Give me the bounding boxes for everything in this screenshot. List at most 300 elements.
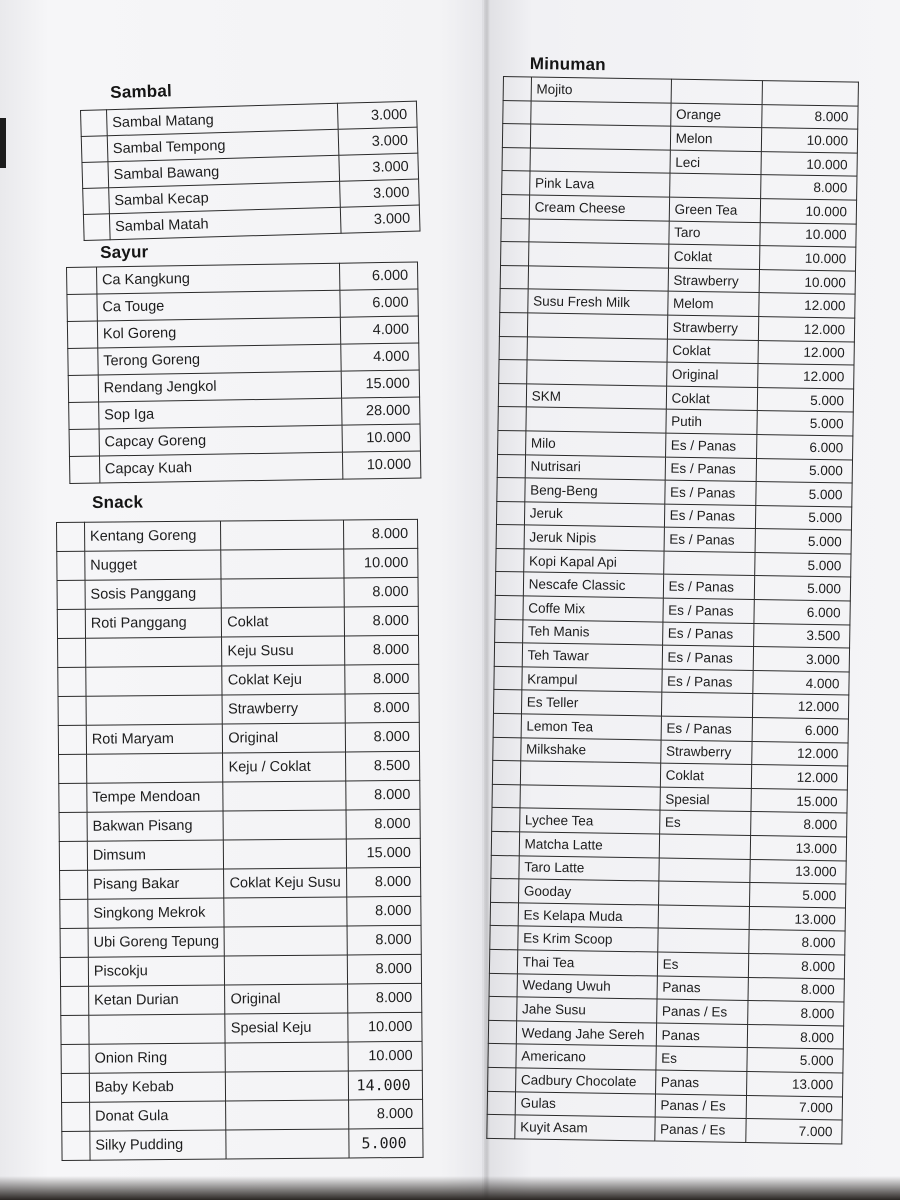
- item-variant: Panas / Es: [654, 1117, 746, 1142]
- item-price: 8.000: [344, 519, 418, 549]
- menu-row: [59, 780, 420, 812]
- item-variant: Melon: [670, 126, 762, 151]
- item-price: 3.000: [338, 127, 418, 155]
- menu-row: [58, 693, 419, 725]
- menu-row: [487, 1115, 842, 1144]
- snack-table: [56, 519, 424, 1161]
- item-price: 7.000: [746, 1119, 842, 1144]
- item-name: Susu Fresh Milk: [527, 289, 667, 315]
- item-price: 8.000: [761, 175, 857, 200]
- item-name: Gooday: [518, 879, 658, 905]
- item-name: [527, 313, 667, 339]
- row-number-cell: [499, 360, 527, 384]
- row-number-cell: [500, 265, 528, 289]
- row-number-cell: [491, 879, 519, 903]
- menu-row: [60, 954, 421, 986]
- row-number-cell: [57, 609, 85, 638]
- item-name: Onion Ring: [89, 1043, 226, 1073]
- item-variant: Panas: [655, 1070, 747, 1095]
- item-name: Rendang Jengkol: [98, 371, 342, 402]
- row-number-cell: [490, 902, 518, 926]
- item-name: Cream Cheese: [529, 195, 669, 221]
- item-name: Pink Lava: [529, 171, 669, 197]
- item-variant: Es / Panas: [665, 433, 757, 458]
- menu-row: [61, 1041, 422, 1073]
- item-name: Milo: [525, 431, 665, 457]
- item-price: 8.000: [749, 953, 845, 978]
- menu-row: [59, 838, 420, 870]
- row-number-cell: [67, 321, 97, 348]
- item-variant: [658, 905, 750, 930]
- item-variant: Es / Panas: [665, 457, 757, 482]
- item-variant: [223, 781, 346, 811]
- item-name: Gulas: [515, 1091, 655, 1117]
- item-price: 8.000: [349, 1099, 423, 1129]
- item-price: 8.000: [748, 1001, 844, 1026]
- row-number-cell: [494, 666, 522, 690]
- item-variant: [224, 839, 347, 869]
- row-number-cell: [501, 242, 529, 266]
- row-number-cell: [493, 737, 521, 761]
- item-name: Jahe Susu: [516, 997, 656, 1023]
- item-name: Baby Kebab: [89, 1072, 226, 1102]
- item-price: 12.000: [758, 340, 854, 365]
- item-variant: Original: [223, 723, 346, 753]
- item-variant: Leci: [670, 150, 762, 175]
- item-variant: Strawberry: [668, 268, 760, 293]
- item-variant: [226, 1100, 349, 1130]
- item-variant: Strawberry: [667, 315, 759, 340]
- item-price: 5.000: [755, 552, 851, 577]
- row-number-cell: [501, 194, 529, 218]
- item-variant: Panas / Es: [655, 1094, 747, 1119]
- item-name: Bakwan Pisang: [87, 811, 224, 841]
- row-number-cell: [62, 1102, 90, 1131]
- row-number-cell: [493, 690, 521, 714]
- item-price: 5.000: [756, 482, 852, 507]
- item-price: 8.000: [751, 812, 847, 837]
- row-number-cell: [60, 957, 88, 986]
- item-name: [529, 218, 669, 244]
- menu-row: [61, 1070, 422, 1102]
- row-number-cell: [60, 928, 88, 957]
- item-price: 10.000: [343, 451, 421, 479]
- menu-row: [61, 1012, 422, 1044]
- item-name: Kentang Goreng: [84, 521, 221, 551]
- item-variant: Coklat: [666, 386, 758, 411]
- row-number-cell: [496, 525, 524, 549]
- item-variant: [658, 858, 750, 883]
- item-variant: Coklat: [660, 763, 752, 788]
- item-price: 8.500: [346, 751, 420, 781]
- item-price: 5.000: [758, 387, 854, 412]
- item-name: Coffe Mix: [523, 596, 663, 622]
- item-variant: [221, 549, 344, 579]
- item-name: [528, 242, 668, 268]
- item-variant: Melom: [667, 291, 759, 316]
- item-name: Singkong Mekrok: [88, 898, 225, 928]
- item-name: Ca Touge: [97, 290, 341, 321]
- menu-row: [57, 606, 418, 638]
- item-price: 8.000: [748, 977, 844, 1002]
- item-price: 8.000: [762, 104, 858, 129]
- item-price: 10.000: [342, 424, 420, 452]
- item-name: Kol Goreng: [97, 317, 341, 348]
- row-number-cell: [493, 713, 521, 737]
- item-name: Milkshake: [520, 737, 660, 763]
- item-variant: [223, 810, 346, 840]
- item-price: 12.000: [752, 765, 848, 790]
- item-price: 3.500: [754, 623, 850, 648]
- item-variant: Original: [225, 984, 348, 1014]
- row-number-cell: [60, 870, 88, 899]
- item-name: Ketan Durian: [88, 985, 225, 1015]
- menu-row: [57, 577, 418, 609]
- item-price: 13.000: [750, 906, 846, 931]
- item-price: 10.000: [348, 1012, 422, 1042]
- item-name: Piscokju: [88, 956, 225, 986]
- row-number-cell: [492, 808, 520, 832]
- item-price: 8.000: [346, 722, 420, 752]
- item-name: Kuyit Asam: [514, 1115, 654, 1141]
- item-price: 10.000: [761, 151, 857, 176]
- item-price: 8.000: [347, 925, 421, 955]
- item-name: Matcha Latte: [519, 832, 659, 858]
- item-price: 12.000: [753, 694, 849, 719]
- item-name: Es Teller: [521, 690, 661, 716]
- row-number-cell: [489, 949, 517, 973]
- item-name: Pisang Bakar: [87, 869, 224, 899]
- row-number-cell: [81, 110, 108, 137]
- item-price: 7.000: [747, 1095, 843, 1120]
- item-variant: [663, 551, 755, 576]
- row-number-cell: [61, 986, 89, 1015]
- item-name: Lychee Tea: [519, 808, 659, 834]
- item-name: Nugget: [85, 550, 222, 580]
- item-variant: Es: [656, 1046, 748, 1071]
- row-number-cell: [68, 375, 98, 402]
- item-name: Cadbury Chocolate: [515, 1068, 655, 1094]
- item-price: 13.000: [751, 835, 847, 860]
- item-name: Kopi Kapal Api: [523, 549, 663, 575]
- row-number-cell: [503, 100, 531, 124]
- item-price: 8.000: [348, 983, 422, 1013]
- row-number-cell: [495, 572, 523, 596]
- item-price: 10.000: [760, 246, 856, 271]
- item-name: Es Krim Scoop: [517, 926, 657, 952]
- item-variant: Coklat: [668, 244, 760, 269]
- row-number-cell: [491, 855, 519, 879]
- item-name: Jeruk Nipis: [524, 525, 664, 551]
- item-variant: Taro: [668, 221, 760, 246]
- row-number-cell: [494, 643, 522, 667]
- item-variant: [221, 578, 344, 608]
- row-number-cell: [67, 294, 97, 321]
- item-price: 8.000: [347, 867, 421, 897]
- row-number-cell: [496, 501, 524, 525]
- item-price: 8.000: [345, 664, 419, 694]
- item-variant: [225, 1042, 348, 1072]
- item-name: Terong Goreng: [98, 344, 342, 375]
- row-number-cell: [57, 551, 85, 580]
- item-variant: Green Tea: [669, 197, 761, 222]
- row-number-cell: [499, 312, 527, 336]
- row-number-cell: [487, 1115, 515, 1139]
- item-variant: Coklat Keju Susu: [224, 868, 347, 898]
- item-name: [530, 101, 670, 127]
- item-price: 8.000: [345, 635, 419, 665]
- item-price: 10.000: [760, 222, 856, 247]
- row-number-cell: [488, 1067, 516, 1091]
- menu-row: [59, 809, 420, 841]
- menu-row: [58, 635, 419, 667]
- menu-row: [69, 451, 420, 484]
- menu-row: [62, 1099, 423, 1131]
- row-number-cell: [492, 761, 520, 785]
- row-number-cell: [495, 596, 523, 620]
- item-name: [86, 666, 223, 696]
- row-number-cell: [59, 841, 87, 870]
- item-price: 10.000: [762, 128, 858, 153]
- item-variant: Strawberry: [222, 694, 345, 724]
- item-variant: [225, 955, 348, 985]
- item-price: 5.000: [757, 411, 853, 436]
- section-title-sayur: Sayur: [100, 242, 149, 262]
- item-variant: [224, 897, 347, 927]
- item-price: 3.000: [338, 101, 418, 129]
- item-name: [527, 336, 667, 362]
- item-name: Sambal Matang: [106, 103, 338, 135]
- row-number-cell: [496, 548, 524, 572]
- row-number-cell: [69, 456, 99, 483]
- item-variant: Spesial: [660, 787, 752, 812]
- item-variant: Es / Panas: [662, 622, 754, 647]
- item-variant: Keju / Coklat: [223, 752, 346, 782]
- row-number-cell: [62, 1131, 90, 1160]
- section-title-minuman: Minuman: [529, 54, 607, 75]
- item-name: [86, 695, 223, 725]
- item-price: 13.000: [750, 859, 846, 884]
- row-number-cell: [503, 77, 531, 101]
- item-name: Lemon Tea: [521, 714, 661, 740]
- section-title-sambal: Sambal: [110, 81, 173, 102]
- item-name: Jeruk: [524, 502, 664, 528]
- row-number-cell: [59, 754, 87, 783]
- row-number-cell: [497, 454, 525, 478]
- item-price: 6.000: [754, 600, 850, 625]
- minuman-table: [486, 76, 859, 1144]
- item-price: 10.000: [761, 199, 857, 224]
- item-price: 5.000: [756, 505, 852, 530]
- menu-row: [61, 983, 422, 1015]
- row-number-cell: [501, 218, 529, 242]
- item-name: [520, 761, 660, 787]
- sambal-table: [80, 101, 421, 241]
- item-price: 5.000: [757, 458, 853, 483]
- item-variant: Putih: [666, 409, 758, 434]
- item-name: Roti Maryam: [86, 724, 223, 754]
- item-variant: Es / Panas: [661, 716, 753, 741]
- item-name: [528, 266, 668, 292]
- item-name: Sambal Bawang: [108, 155, 340, 187]
- row-number-cell: [60, 899, 88, 928]
- item-price: 6.000: [753, 718, 849, 743]
- item-name: Beng-Beng: [525, 478, 665, 504]
- menu-row: [58, 664, 419, 696]
- row-number-cell: [497, 478, 525, 502]
- item-name: Americano: [516, 1044, 656, 1070]
- item-variant: Orange: [670, 103, 762, 128]
- item-variant: [657, 928, 749, 953]
- item-name: Ca Kangkung: [96, 263, 340, 294]
- item-name: Donat Gula: [89, 1101, 226, 1131]
- item-price: 8.000: [348, 954, 422, 984]
- item-name: [85, 637, 222, 667]
- item-variant: Panas / Es: [656, 999, 748, 1024]
- item-price: 12.000: [758, 364, 854, 389]
- row-number-cell: [83, 188, 110, 215]
- item-price: 15.000: [347, 838, 421, 868]
- item-name: Sosis Panggang: [85, 579, 222, 609]
- item-variant: Coklat: [667, 339, 759, 364]
- item-variant: [226, 1071, 349, 1101]
- row-number-cell: [59, 812, 87, 841]
- item-price: 28.000: [342, 397, 420, 425]
- row-number-cell: [61, 1015, 89, 1044]
- item-variant: Panas: [656, 1023, 748, 1048]
- menu-row: [60, 896, 421, 928]
- row-number-cell: [491, 831, 519, 855]
- item-variant: [661, 693, 753, 718]
- menu-row: [58, 722, 419, 754]
- item-price: 6.000: [340, 289, 418, 317]
- row-number-cell: [502, 171, 530, 195]
- background-edge: [0, 118, 6, 168]
- item-name: [530, 148, 670, 174]
- row-number-cell: [502, 124, 530, 148]
- item-name: SKM: [526, 384, 666, 410]
- item-name: [86, 753, 223, 783]
- item-name: Sambal Matah: [109, 207, 341, 239]
- item-variant: Original: [666, 362, 758, 387]
- item-price: 8.000: [346, 809, 420, 839]
- item-variant: [671, 79, 763, 104]
- menu-row: [60, 925, 421, 957]
- item-price: 8.000: [748, 1024, 844, 1049]
- item-name: Mojito: [531, 77, 671, 103]
- row-number-cell: [498, 430, 526, 454]
- item-name: Sambal Kecap: [109, 181, 341, 213]
- item-variant: Es / Panas: [664, 480, 756, 505]
- item-variant: [224, 926, 347, 956]
- item-name: Capcay Goreng: [99, 425, 343, 456]
- item-variant: Es: [659, 810, 751, 835]
- item-variant: Es / Panas: [664, 527, 756, 552]
- row-number-cell: [82, 162, 109, 189]
- item-variant: [658, 881, 750, 906]
- item-price: 3.000: [340, 179, 420, 207]
- item-price: 8.000: [346, 780, 420, 810]
- item-price: 6.000: [340, 262, 418, 290]
- item-price: 10.000: [344, 548, 418, 578]
- row-number-cell: [498, 407, 526, 431]
- item-price: 3.000: [340, 205, 420, 233]
- item-name: Sambal Tempong: [107, 129, 339, 161]
- row-number-cell: [61, 1044, 89, 1073]
- item-variant: Keju Susu: [222, 636, 345, 666]
- item-price: 8.000: [749, 930, 845, 955]
- item-price: 6.000: [757, 434, 853, 459]
- item-name: [530, 124, 670, 150]
- item-price: 8.000: [345, 606, 419, 636]
- item-name: Nescafe Classic: [523, 572, 663, 598]
- item-variant: Panas: [657, 976, 749, 1001]
- row-number-cell: [57, 580, 85, 609]
- item-price: 5.000: [750, 883, 846, 908]
- row-number-cell: [61, 1073, 89, 1102]
- item-name: Teh Manis: [522, 620, 662, 646]
- row-number-cell: [488, 1020, 516, 1044]
- item-price: 3.000: [754, 647, 850, 672]
- item-price: [763, 81, 859, 106]
- row-number-cell: [68, 348, 98, 375]
- item-price: 12.000: [759, 293, 855, 318]
- menu-row: [57, 548, 418, 580]
- row-number-cell: [488, 1044, 516, 1068]
- row-number-cell: [81, 136, 108, 163]
- item-name: Roti Panggang: [85, 608, 222, 638]
- item-price-handwritten: 5.000: [349, 1128, 423, 1158]
- item-variant: Coklat Keju: [222, 665, 345, 695]
- row-number-cell: [58, 696, 86, 725]
- item-name: [526, 407, 666, 433]
- menu-row: [57, 519, 418, 551]
- item-price: 15.000: [751, 788, 847, 813]
- item-variant: Es / Panas: [663, 575, 755, 600]
- row-number-cell: [58, 667, 86, 696]
- item-price: 5.000: [747, 1048, 843, 1073]
- item-price: 15.000: [341, 370, 419, 398]
- row-number-cell: [490, 926, 518, 950]
- item-price: 8.000: [344, 577, 418, 607]
- item-variant: Strawberry: [660, 740, 752, 765]
- item-name: Es Kelapa Muda: [518, 903, 658, 929]
- item-name: Thai Tea: [517, 950, 657, 976]
- row-number-cell: [500, 289, 528, 313]
- sayur-table: [66, 261, 421, 484]
- row-number-cell: [58, 725, 86, 754]
- item-price: 13.000: [747, 1071, 843, 1096]
- item-price: 8.000: [347, 896, 421, 926]
- item-price: 10.000: [760, 269, 856, 294]
- row-number-cell: [498, 383, 526, 407]
- item-variant: [659, 834, 751, 859]
- item-price: 12.000: [752, 741, 848, 766]
- item-name: Capcay Kuah: [99, 452, 343, 483]
- item-name: Wedang Jahe Sereh: [516, 1021, 656, 1047]
- menu-row: [60, 867, 421, 899]
- item-name: Nutrisari: [525, 454, 665, 480]
- item-price: 4.000: [341, 343, 419, 371]
- row-number-cell: [489, 997, 517, 1021]
- item-name: Taro Latte: [519, 855, 659, 881]
- row-number-cell: [487, 1091, 515, 1115]
- item-price: 5.000: [755, 529, 851, 554]
- item-price: 5.000: [755, 576, 851, 601]
- row-number-cell: [499, 336, 527, 360]
- row-number-cell: [58, 638, 86, 667]
- item-variant: Es: [657, 952, 749, 977]
